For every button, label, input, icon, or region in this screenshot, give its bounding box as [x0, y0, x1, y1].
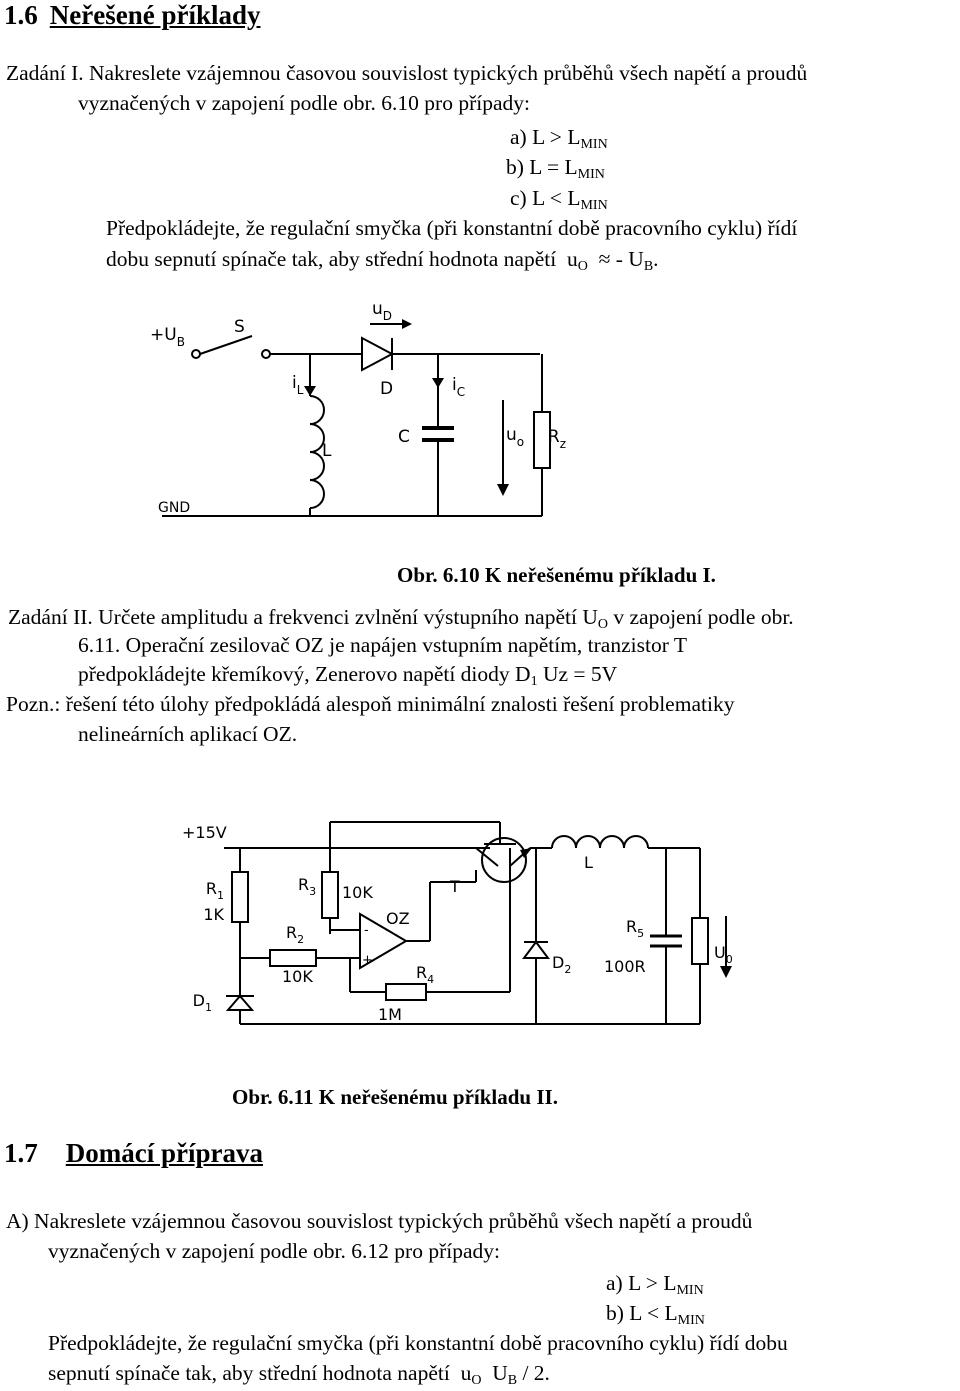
label-d: D: [380, 379, 394, 399]
label-r3-val: 10K: [342, 883, 373, 902]
zadani1-assume2: dobu sepnutí spínače tak, aby střední hodnota napětí $u_O$ ≈ - $U_B$.: [106, 247, 659, 274]
zadani2-line2: 6.11. Operační zesilovač OZ je napájen vstupním napětím, tranzistor T: [78, 633, 687, 657]
label-d2: $D_2$: [552, 953, 572, 976]
label-r5-val: 100R: [604, 957, 646, 976]
pozn-line2: nelineárních aplikací OZ.: [78, 722, 298, 746]
label-uo: $U_0$: [714, 943, 733, 966]
label-r3: $R_3$: [298, 875, 317, 898]
section-heading-1-6: [4, 0, 260, 31]
label-plus: +: [362, 953, 373, 968]
label-ud: $u_D$: [372, 299, 393, 323]
label-l: L: [322, 441, 332, 461]
schematic-6-10: [140, 290, 580, 530]
label-c: C: [398, 427, 410, 447]
diode-d-body: [362, 338, 392, 370]
caption-6-11: Obr. 6.11 K neřešenému příkladu II.: [232, 1085, 558, 1109]
section-title: Domácí příprava: [65, 1138, 263, 1168]
label-r2: $R_2$: [286, 923, 305, 946]
zadani1-line1: Zadání I. Nakreslete vzájemnou časovou souvislost typických průběhů všech napětí a proudů: [6, 61, 808, 85]
resistor-r1-body: [232, 872, 248, 922]
label-gnd: GND: [158, 500, 191, 516]
ukolA-assume1: Předpokládejte, že regulační smyčka (při konstantní době pracovního cyklu) řídí dobu: [48, 1331, 788, 1355]
section-number: 1.7: [4, 1138, 38, 1168]
ukolA-case-b: b) $L < L_{MIN}$: [606, 1301, 705, 1328]
section-heading-1-7: [4, 1138, 263, 1169]
ukolA-assume2: sepnutí spínače tak, aby střední hodnota napětí $u_O$ $U_B / 2$.: [48, 1361, 550, 1388]
case-a: a) $L > L_{MIN}$: [510, 125, 608, 152]
zadani1-assume1: Předpokládejte, že regulační smyčka (při konstantní době pracovního cyklu) řídí: [106, 216, 798, 240]
label-r4-val: 1M: [378, 1005, 402, 1024]
uo-arrowhead: [497, 484, 509, 496]
caption-6-10: Obr. 6.10 K neřešenému příkladu I.: [397, 563, 716, 587]
zadani1-line2: vyznačených v zapojení podle obr. 6.10 pro případy:: [78, 91, 530, 115]
label-il: $i_L$: [292, 373, 304, 397]
diode-d2-body: [524, 942, 548, 958]
case-b: b) $L = L_{MIN}$: [506, 155, 605, 182]
zadani2-line3: předpokládejte křemíkový, Zenerovo napětí diody $D_1$ Uz = 5V: [78, 662, 618, 689]
section-number: 1.6: [4, 0, 38, 30]
label-d1: $D_1$: [192, 991, 212, 1014]
zadani2-line1: Zadání II. Určete amplitudu a frekvenci zvlnění výstupního napětí $U_O$ v zapojení podle obr.: [8, 605, 794, 632]
pozn-line1: Pozn.: řešení této úlohy předpokládá alespoň minimální znalosti řešení problematiky: [6, 692, 735, 716]
label-minus: -: [364, 923, 369, 938]
zener-d1-body: [228, 996, 252, 1010]
ukolA-line1: A) Nakreslete vzájemnou časovou souvislost typických průběhů všech napětí a proudů: [6, 1209, 753, 1233]
label-ic: $i_C$: [452, 375, 466, 399]
label-uo: $u_o$: [506, 425, 525, 449]
label-r4: $R_4$: [416, 963, 435, 986]
inductor-l-coils: [552, 836, 648, 848]
label-r1: $R_1$: [205, 879, 224, 902]
section-title: Neřešené příklady: [49, 0, 261, 30]
label-r1-val: 1K: [203, 905, 224, 924]
case-c: c) $L < L_{MIN}$: [510, 186, 608, 213]
ud-arrowhead: [402, 319, 412, 329]
label-r5: $R_5$: [626, 917, 645, 940]
label-l: L: [584, 853, 593, 872]
il-arrowhead: [304, 386, 316, 396]
ukolA-line2: vyznačených v zapojení podle obr. 6.12 pro případy:: [48, 1239, 500, 1263]
label-s: S: [234, 317, 245, 337]
label-oz: OZ: [386, 909, 410, 928]
resistor-r5-body: [692, 918, 708, 964]
label-ub: $+U_B$: [150, 325, 185, 349]
ic-arrowhead: [432, 378, 444, 388]
resistor-r3-body: [322, 872, 338, 918]
switch-blade: [200, 336, 252, 354]
label-15v: +15V: [182, 823, 227, 842]
label-r2-val: 10K: [282, 967, 313, 986]
schematic-6-11: [180, 812, 750, 1032]
ukolA-case-a: a) $L > L_{MIN}$: [606, 1271, 704, 1298]
switch-terminal-left: [192, 350, 200, 358]
uo-arrowhead: [720, 966, 732, 978]
resistor-r4-body: [386, 984, 426, 1000]
switch-terminal-right: [262, 350, 270, 358]
label-t: T: [450, 877, 460, 896]
resistor-r2-body: [270, 950, 316, 966]
label-rz: $R_z$: [547, 427, 566, 451]
